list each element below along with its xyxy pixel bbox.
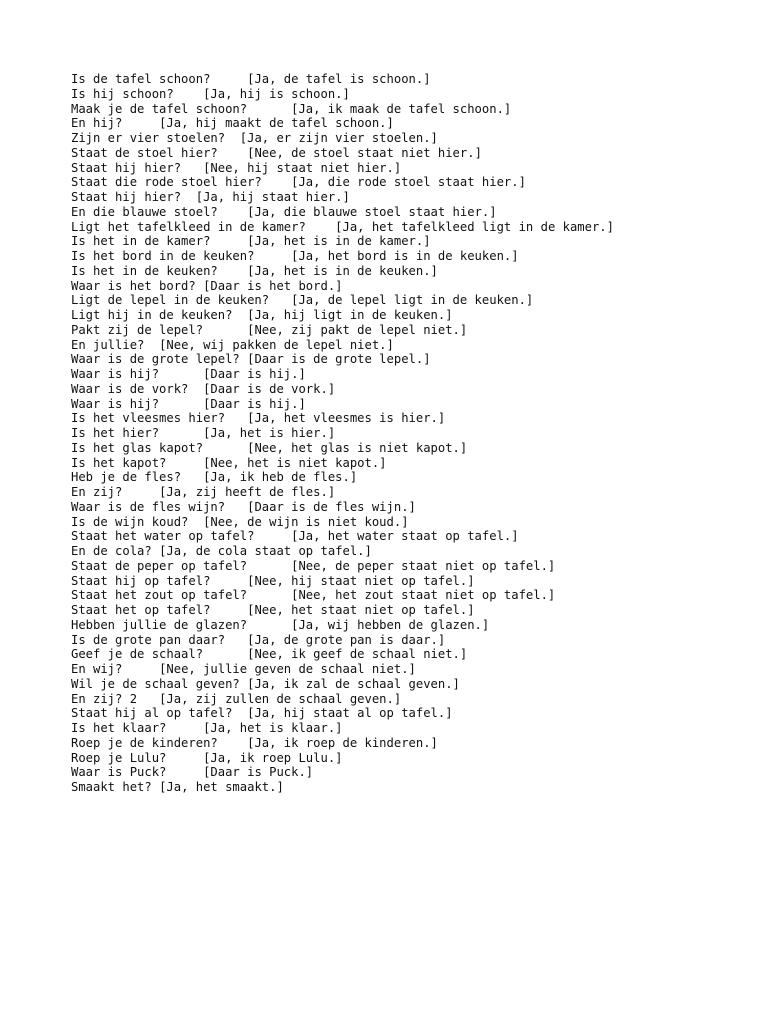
answer-text: [Ja, het smaakt.] [159, 780, 284, 794]
answer-text: [Daar is hij.] [203, 396, 306, 411]
answer-text: [Ja, hij ligt in de keuken.] [247, 308, 453, 322]
answer-text: [Ja, de grote pan is daar.] [247, 632, 446, 647]
list-item [71, 234, 614, 249]
question-text: Staat hij op tafel? [71, 573, 248, 588]
list-item [71, 338, 614, 353]
list-item [71, 441, 614, 456]
answer-text: [Ja, hij maakt de tafel schoon.] [159, 116, 394, 131]
list-item [71, 633, 614, 648]
answer-text: [Nee, het zout staat niet op tafel.] [291, 588, 556, 603]
question-text: Hebben jullie de glazen? [71, 617, 292, 632]
question-text: Is de grote pan daar? [71, 632, 248, 647]
answer-text: [Ja, de cola staat op tafel.] [159, 544, 372, 558]
list-item [71, 397, 614, 412]
answer-text: [Nee, hij staat niet op tafel.] [247, 573, 475, 588]
answer-text: [Daar is de fles wijn.] [247, 499, 416, 514]
answer-text: [Ja, hij is schoon.] [203, 86, 350, 101]
answer-text: [Ja, de tafel is schoon.] [247, 72, 431, 86]
list-item [71, 426, 614, 441]
question-text: Pakt zij de lepel? [71, 322, 248, 337]
question-text: Is het klaar? [71, 721, 204, 735]
answer-text: [Ja, zij zullen de schaal geven.] [159, 691, 402, 706]
question-text: Waar is de grote lepel? [71, 352, 248, 367]
answer-text: [Nee, hij staat niet hier.] [203, 160, 402, 175]
question-text: Ligt de lepel in de keuken? [71, 293, 292, 308]
list-item [71, 382, 614, 397]
list-item [71, 559, 614, 574]
question-text: Staat hij hier? [71, 160, 204, 175]
question-text: Wil je de schaal geven? [71, 676, 248, 691]
answer-text: [Ja, ik heb de fles.] [203, 470, 358, 485]
list-item [71, 588, 614, 603]
question-text: Is het vleesmes hier? [71, 411, 248, 426]
answer-text: [Nee, de stoel staat niet hier.] [247, 145, 482, 160]
answer-text: [Nee, het glas is niet kapot.] [247, 440, 468, 455]
question-text: Is de tafel schoon? [71, 72, 248, 86]
list-item [71, 529, 614, 544]
question-text: Staat hij hier? [71, 190, 196, 204]
list-item [71, 751, 614, 766]
answer-text: [Nee, het is niet kapot.] [203, 455, 387, 470]
answer-text: [Ja, zij heeft de fles.] [159, 485, 336, 499]
answer-text: [Daar is hij.] [203, 367, 306, 381]
list-item [71, 500, 614, 515]
answer-text: [Ja, hij staat al op tafel.] [247, 706, 453, 721]
question-text: Staat het water op tafel? [71, 529, 292, 544]
list-item [71, 352, 614, 367]
answer-text: [Daar is Puck.] [203, 765, 314, 780]
list-item [71, 721, 614, 736]
question-text: Waar is de vork? [71, 381, 204, 396]
list-item [71, 264, 614, 279]
question-text: Roep je de kinderen? [71, 735, 248, 750]
question-text: En zij? [71, 485, 160, 499]
list-item [71, 293, 614, 308]
answer-text: [Daar is de vork.] [203, 381, 336, 396]
answer-text: [Ja, wij hebben de glazen.] [291, 617, 490, 632]
question-text: En jullie? [71, 337, 160, 352]
list-item [71, 647, 614, 662]
question-text: Staat het op tafel? [71, 603, 248, 617]
list-item [71, 765, 614, 780]
list-item [71, 456, 614, 471]
answer-text: [Ja, het water staat op tafel.] [291, 529, 519, 544]
answer-text: [Ja, hij staat hier.] [195, 190, 350, 204]
list-item [71, 190, 614, 205]
list-item [71, 249, 614, 264]
answer-text: [Nee, de wijn is niet koud.] [203, 514, 409, 529]
answer-text: [Nee, ik geef de schaal niet.] [247, 647, 468, 662]
question-text: Is het in de kamer? [71, 234, 248, 249]
answer-text: [Ja, het vleesmes is hier.] [247, 411, 446, 426]
answer-text: [Ja, die rode stoel staat hier.] [291, 175, 526, 190]
answer-text: [Nee, zij pakt de lepel niet.] [247, 322, 468, 337]
question-text: Heb je de fles? [71, 470, 204, 485]
answer-text: [Daar is de grote lepel.] [247, 352, 431, 367]
answer-text: [Ja, het is hier.] [203, 426, 336, 440]
question-text: Ligt het tafelkleed in de kamer? [71, 219, 336, 234]
answer-text: [Ja, ik roep Lulu.] [203, 750, 343, 765]
question-text: Is het hier? [71, 426, 204, 440]
answer-text: [Ja, ik zal de schaal geven.] [247, 676, 460, 691]
list-item [71, 308, 614, 323]
list-item [71, 515, 614, 530]
question-text: Staat hij al op tafel? [71, 706, 248, 721]
question-text: Waar is het bord? [71, 278, 204, 293]
answer-text: [Ja, het is in de kamer.] [247, 234, 431, 249]
list-item [71, 72, 614, 87]
question-text: En die blauwe stoel? [71, 204, 248, 219]
question-text: En zij? 2 [71, 691, 160, 706]
answer-text: [Nee, jullie geven de schaal niet.] [159, 662, 416, 676]
question-text: En de cola? [71, 544, 160, 558]
question-text: Staat de peper op tafel? [71, 558, 292, 573]
answer-text: [Nee, wij pakken de lepel niet.] [159, 337, 394, 352]
list-item [71, 736, 614, 751]
list-item [71, 205, 614, 220]
list-item [71, 411, 614, 426]
question-answer-list [71, 72, 614, 795]
answer-text: [Ja, de lepel ligt in de keuken.] [291, 293, 534, 308]
list-item [71, 146, 614, 161]
question-text: Waar is de fles wijn? [71, 499, 248, 514]
question-text: Maak je de tafel schoon? [71, 101, 292, 116]
question-text: Ligt hij in de keuken? [71, 308, 248, 322]
list-item [71, 485, 614, 500]
list-item [71, 544, 614, 559]
list-item [71, 677, 614, 692]
list-item [71, 116, 614, 131]
question-text: Is het bord in de keuken? [71, 249, 292, 263]
list-item [71, 161, 614, 176]
question-text: Geef je de schaal? [71, 647, 248, 662]
answer-text: [Ja, het is in de keuken.] [247, 263, 438, 278]
list-item [71, 603, 614, 618]
list-item [71, 220, 614, 235]
answer-text: [Ja, ik maak de tafel schoon.] [291, 101, 512, 116]
list-item [71, 367, 614, 382]
question-text: Zijn er vier stoelen? [71, 131, 240, 145]
question-text: Waar is Puck? [71, 765, 204, 780]
question-text: Staat de stoel hier? [71, 145, 248, 160]
list-item [71, 618, 614, 633]
answer-text: [Ja, die blauwe stoel staat hier.] [247, 204, 497, 219]
answer-text: [Ja, het is klaar.] [203, 721, 343, 735]
list-item [71, 323, 614, 338]
list-item [71, 131, 614, 146]
list-item [71, 102, 614, 117]
list-item [71, 692, 614, 707]
answer-text: [Ja, er zijn vier stoelen.] [239, 131, 438, 145]
question-text: Is de wijn koud? [71, 514, 204, 529]
question-text: Is het kapot? [71, 455, 204, 470]
question-text: Waar is hij? [71, 367, 204, 381]
list-item [71, 574, 614, 589]
question-text: En wij? [71, 662, 160, 676]
answer-text: [Nee, het staat niet op tafel.] [247, 603, 475, 617]
list-item [71, 279, 614, 294]
answer-text: [Daar is het bord.] [203, 278, 343, 293]
question-text: Waar is hij? [71, 396, 204, 411]
question-text: Is het in de keuken? [71, 263, 248, 278]
question-text: Roep je Lulu? [71, 750, 204, 765]
answer-text: [Ja, ik roep de kinderen.] [247, 735, 438, 750]
question-text: Is het glas kapot? [71, 440, 248, 455]
answer-text: [Ja, het bord is in de keuken.] [291, 249, 519, 263]
list-item [71, 706, 614, 721]
question-text: Staat die rode stoel hier? [71, 175, 292, 190]
list-item [71, 87, 614, 102]
answer-text: [Ja, het tafelkleed ligt in de kamer.] [335, 219, 614, 234]
list-item [71, 470, 614, 485]
list-item [71, 662, 614, 677]
answer-text: [Nee, de peper staat niet op tafel.] [291, 558, 556, 573]
question-text: Staat het zout op tafel? [71, 588, 292, 603]
question-text: En hij? [71, 116, 160, 131]
list-item [71, 780, 614, 795]
list-item [71, 175, 614, 190]
question-text: Is hij schoon? [71, 86, 204, 101]
question-text: Smaakt het? [71, 780, 160, 794]
